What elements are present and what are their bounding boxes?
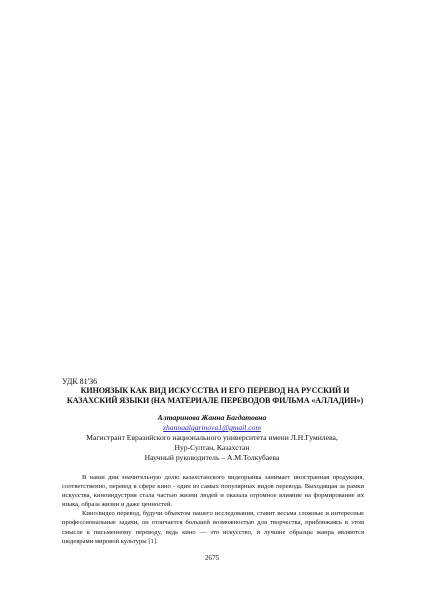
author-email-link[interactable]: zhannaalgarinova1@gmail.com (163, 423, 261, 432)
author-city: Нур-Султан, Казахстан (174, 443, 250, 452)
author-affiliation: Магистрант Евразийского национального университета имени Л.Н.Гумилева, (86, 433, 338, 442)
author-name: Алтаринова Жанна Багдатовна (157, 413, 267, 422)
title-line-2: КАЗАХСКИЙ ЯЗЫКИ (НА МАТЕРИАЛЕ ПЕРЕВОДОВ ФИЛЬМА «АЛЛАДИН») (66, 396, 364, 405)
title-line-1: КИНОЯЗЫК КАК ВИД ИСКУССТВА И ЕГО ПЕРЕВОД НА РУССКИЙ И (80, 386, 350, 395)
paragraph-1: В наши дни значительную долю казахстанского видеорынка занимает иностранная продукция, соответственно, перевод в сфере кино - один из самых популярных видов перевода. Выходящая за рамки искусства, киноиндустрия стала частью жизни людей и оказала огромное влияние на формирование их языка, образа жизни и даже ценностей. (62, 474, 364, 509)
paragraph-2: Кино/видео перевод, будучи объектом нашего исследования, ставит весьма сложные и интересные профессиональные задачи, он отличается большей возможностью для творчества, приближаясь в этом смысле к письменному переводу, ведь кино — это искусство, и лучшие образцы жанра являются шедеврами мировой культуры [1]. (62, 510, 364, 545)
body-text (62, 473, 364, 546)
supervisor: Научный руководитель – А.М.Толкубаева (144, 453, 280, 462)
udk-code: УДК 81'36 (62, 377, 98, 386)
author-block (62, 413, 362, 463)
paper-title (62, 386, 368, 406)
page-number: 2675 (204, 554, 220, 562)
